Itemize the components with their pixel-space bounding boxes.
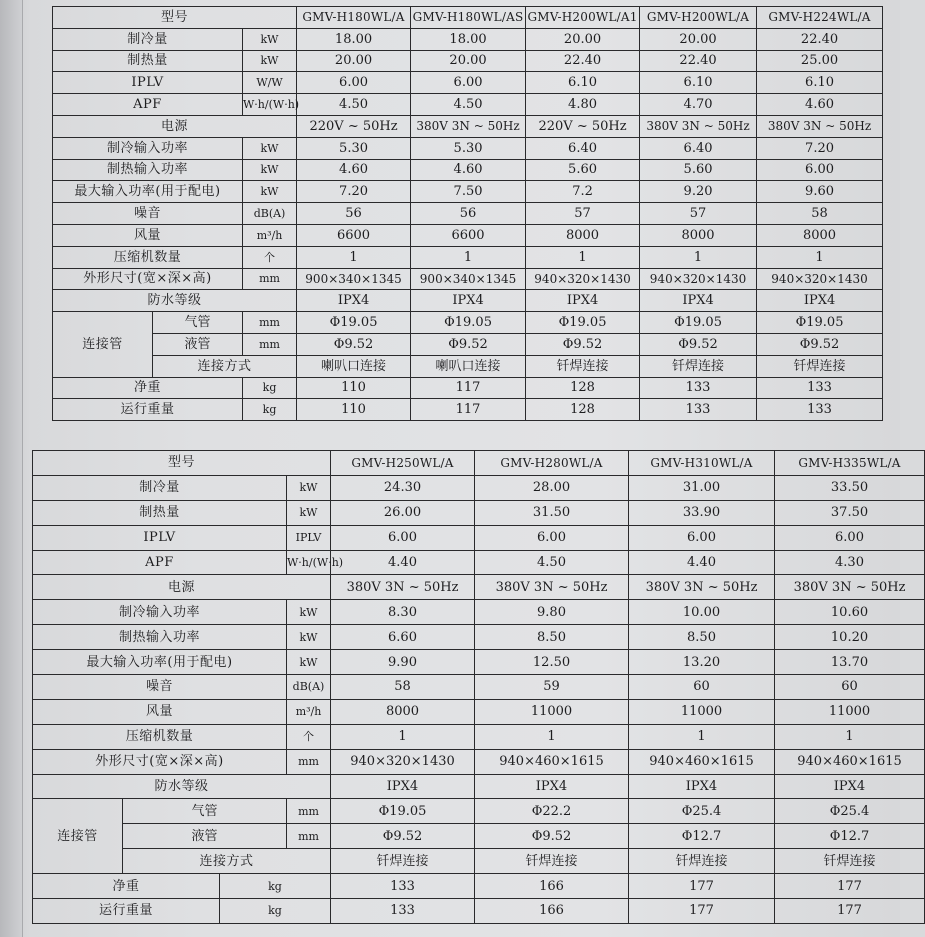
row-unit: kW [287, 600, 331, 625]
value-cell: 110 [297, 377, 411, 399]
value-cell: 4.60 [757, 94, 883, 116]
row-label: 制冷输入功率 [53, 137, 243, 159]
value-cell: 133 [331, 899, 475, 924]
value-cell: IPX4 [297, 290, 411, 312]
row-unit: kg [243, 377, 297, 399]
value-cell: 10.60 [775, 600, 925, 625]
value-cell: 166 [475, 899, 629, 924]
row-label: IPLV [33, 525, 287, 550]
value-cell: 9.80 [475, 600, 629, 625]
value-cell: 24.30 [331, 475, 475, 500]
value-cell: 177 [629, 899, 775, 924]
row-label: 制热输入功率 [33, 625, 287, 650]
value-cell: 900×340×1345 [411, 268, 526, 290]
value-cell: 钎焊连接 [526, 355, 640, 377]
value-cell: 20.00 [411, 50, 526, 72]
model-name: GMV-H250WL/A [331, 451, 475, 476]
value-cell: 8000 [640, 224, 757, 246]
value-cell: 128 [526, 377, 640, 399]
value-cell: 133 [331, 874, 475, 899]
value-cell: 28.00 [475, 475, 629, 500]
value-cell: 31.50 [475, 500, 629, 525]
row-label: 最大输入功率(用于配电) [53, 181, 243, 203]
value-cell: 220V ~ 50Hz [526, 115, 640, 137]
model-header-label: 型号 [53, 7, 297, 29]
op-weight-row [53, 399, 883, 421]
value-cell: 钎焊连接 [331, 849, 475, 874]
header-row [33, 451, 925, 476]
value-cell: 22.40 [526, 50, 640, 72]
connection-method-label: 连接方式 [123, 849, 331, 874]
value-cell: 9.90 [331, 650, 475, 675]
value-cell: Φ9.52 [331, 824, 475, 849]
row-unit: kg [243, 399, 297, 421]
value-cell: 57 [640, 203, 757, 225]
value-cell: 25.00 [757, 50, 883, 72]
pipe-liquid-row [53, 333, 883, 355]
value-cell: 6.00 [475, 525, 629, 550]
value-cell: 4.60 [297, 159, 411, 181]
value-cell: Φ19.05 [331, 799, 475, 824]
value-cell: Φ19.05 [640, 312, 757, 334]
value-cell: 10.20 [775, 625, 925, 650]
spec-row [53, 246, 883, 268]
pipe-gas-row [53, 312, 883, 334]
value-cell: 6.10 [640, 72, 757, 94]
row-label: 制热量 [33, 500, 287, 525]
value-cell: 133 [757, 377, 883, 399]
row-label: 制冷量 [33, 475, 287, 500]
value-cell: Φ19.05 [297, 312, 411, 334]
value-cell: 133 [640, 377, 757, 399]
gas-pipe-label: 气管 [123, 799, 287, 824]
value-cell: 5.60 [640, 159, 757, 181]
spec-row [53, 203, 883, 225]
value-cell: 6.00 [297, 72, 411, 94]
value-cell: 1 [297, 246, 411, 268]
spec-row [33, 525, 925, 550]
spec-row [33, 500, 925, 525]
pipe-gas-row [33, 799, 925, 824]
spec-row [53, 137, 883, 159]
model-name: GMV-H180WL/AS [411, 7, 526, 29]
value-cell: 177 [629, 874, 775, 899]
spec-row [53, 94, 883, 116]
value-cell: 钎焊连接 [629, 849, 775, 874]
row-unit: dB(A) [287, 675, 331, 700]
pipe-method-row [53, 355, 883, 377]
value-cell: 177 [775, 899, 925, 924]
value-cell: 26.00 [331, 500, 475, 525]
value-cell: Φ19.05 [411, 312, 526, 334]
value-cell: Φ9.52 [526, 333, 640, 355]
row-label: 压缩机数量 [33, 724, 287, 749]
value-cell: Φ19.05 [526, 312, 640, 334]
row-unit: 个 [243, 246, 297, 268]
row-label: 最大输入功率(用于配电) [33, 650, 287, 675]
row-unit: kW [243, 181, 297, 203]
value-cell: 喇叭口连接 [297, 355, 411, 377]
row-label: 制热量 [53, 50, 243, 72]
spec-row [33, 774, 925, 799]
model-header-label: 型号 [33, 451, 331, 476]
value-cell: 4.30 [775, 550, 925, 575]
spec-row [53, 224, 883, 246]
spec-row [33, 575, 925, 600]
row-label: APF [53, 94, 243, 116]
row-unit: kW [243, 28, 297, 50]
row-unit: m³/h [287, 699, 331, 724]
value-cell: 33.90 [629, 500, 775, 525]
value-cell: 117 [411, 399, 526, 421]
value-cell: 钎焊连接 [475, 849, 629, 874]
value-cell: Φ12.7 [775, 824, 925, 849]
row-unit: mm [243, 268, 297, 290]
value-cell: 9.60 [757, 181, 883, 203]
value-cell: 1 [775, 724, 925, 749]
header-row [53, 7, 883, 29]
value-cell: 6.00 [775, 525, 925, 550]
liquid-pipe-unit: mm [287, 824, 331, 849]
value-cell: 5.30 [297, 137, 411, 159]
value-cell: 22.40 [757, 28, 883, 50]
value-cell: Φ19.05 [757, 312, 883, 334]
value-cell: 380V 3N ~ 50Hz [629, 575, 775, 600]
value-cell: 940×320×1430 [757, 268, 883, 290]
value-cell: 6.40 [640, 137, 757, 159]
model-name: GMV-H310WL/A [629, 451, 775, 476]
model-name: GMV-H224WL/A [757, 7, 883, 29]
value-cell: 380V 3N ~ 50Hz [475, 575, 629, 600]
value-cell: 33.50 [775, 475, 925, 500]
value-cell: 18.00 [411, 28, 526, 50]
value-cell: 7.20 [757, 137, 883, 159]
value-cell: 1 [526, 246, 640, 268]
value-cell: 940×320×1430 [331, 749, 475, 774]
value-cell: 11000 [775, 699, 925, 724]
value-cell: IPX4 [757, 290, 883, 312]
row-unit: kW [243, 50, 297, 72]
value-cell: 380V 3N ~ 50Hz [757, 115, 883, 137]
row-unit: mm [287, 749, 331, 774]
value-cell: 18.00 [297, 28, 411, 50]
value-cell: 4.70 [640, 94, 757, 116]
value-cell: Φ9.52 [640, 333, 757, 355]
value-cell: IPX4 [411, 290, 526, 312]
row-unit: kg [220, 899, 331, 924]
value-cell: 钎焊连接 [640, 355, 757, 377]
value-cell: 940×320×1430 [640, 268, 757, 290]
value-cell: 220V ~ 50Hz [297, 115, 411, 137]
spec-row [33, 600, 925, 625]
value-cell: 59 [475, 675, 629, 700]
value-cell: 12.50 [475, 650, 629, 675]
row-label: APF [33, 550, 287, 575]
spec-row [53, 268, 883, 290]
value-cell: 56 [411, 203, 526, 225]
value-cell: 13.20 [629, 650, 775, 675]
value-cell: Φ9.52 [475, 824, 629, 849]
row-label: 压缩机数量 [53, 246, 243, 268]
row-label: 运行重量 [53, 399, 243, 421]
op-weight-row [33, 899, 925, 924]
spec-row [53, 28, 883, 50]
value-cell: 6.00 [629, 525, 775, 550]
spec-row [53, 290, 883, 312]
value-cell: 钎焊连接 [757, 355, 883, 377]
row-label: 噪音 [33, 675, 287, 700]
value-cell: Φ9.52 [297, 333, 411, 355]
value-cell: 37.50 [775, 500, 925, 525]
spec-table-2 [32, 450, 925, 924]
value-cell: 6600 [411, 224, 526, 246]
value-cell: 4.60 [411, 159, 526, 181]
value-cell: 4.40 [331, 550, 475, 575]
value-cell: 1 [629, 724, 775, 749]
row-unit: m³/h [243, 224, 297, 246]
row-label: 电源 [33, 575, 331, 600]
row-label: 风量 [33, 699, 287, 724]
spec-row [33, 724, 925, 749]
row-label: 风量 [53, 224, 243, 246]
value-cell: 8.50 [629, 625, 775, 650]
model-name: GMV-H200WL/A1 [526, 7, 640, 29]
row-label: 防水等级 [53, 290, 297, 312]
spec-row [33, 625, 925, 650]
value-cell: IPX4 [640, 290, 757, 312]
gas-pipe-unit: mm [287, 799, 331, 824]
row-label: 外形尺寸(宽×深×高) [53, 268, 243, 290]
value-cell: 6.00 [411, 72, 526, 94]
value-cell: 钎焊连接 [775, 849, 925, 874]
row-unit: IPLV [287, 525, 331, 550]
value-cell: 4.40 [629, 550, 775, 575]
value-cell: Φ22.2 [475, 799, 629, 824]
gas-pipe-label: 气管 [153, 312, 243, 334]
value-cell: 940×460×1615 [775, 749, 925, 774]
row-unit: W·h/(W·h) [287, 550, 331, 575]
value-cell: 8000 [331, 699, 475, 724]
value-cell: 380V 3N ~ 50Hz [411, 115, 526, 137]
value-cell: 1 [757, 246, 883, 268]
value-cell: 8000 [757, 224, 883, 246]
value-cell: 380V 3N ~ 50Hz [775, 575, 925, 600]
row-label: 净重 [53, 377, 243, 399]
net-weight-row [33, 874, 925, 899]
row-label: 运行重量 [33, 899, 220, 924]
value-cell: 7.20 [297, 181, 411, 203]
value-cell: 4.50 [411, 94, 526, 116]
spec-row [33, 675, 925, 700]
value-cell: 4.50 [475, 550, 629, 575]
row-unit: kW [287, 625, 331, 650]
value-cell: 6.40 [526, 137, 640, 159]
value-cell: 6.10 [526, 72, 640, 94]
row-unit: W/W [243, 72, 297, 94]
row-label: 噪音 [53, 203, 243, 225]
value-cell: 900×340×1345 [297, 268, 411, 290]
value-cell: 4.80 [526, 94, 640, 116]
value-cell: IPX4 [775, 774, 925, 799]
value-cell: 133 [757, 399, 883, 421]
value-cell: 6.60 [331, 625, 475, 650]
value-cell: 6.00 [331, 525, 475, 550]
spec-row [33, 650, 925, 675]
row-unit: 个 [287, 724, 331, 749]
value-cell: 8.50 [475, 625, 629, 650]
value-cell: Φ9.52 [411, 333, 526, 355]
value-cell: 58 [331, 675, 475, 700]
value-cell: 940×320×1430 [526, 268, 640, 290]
value-cell: 5.60 [526, 159, 640, 181]
connection-method-label: 连接方式 [153, 355, 297, 377]
value-cell: 1 [640, 246, 757, 268]
value-cell: IPX4 [629, 774, 775, 799]
value-cell: 940×460×1615 [629, 749, 775, 774]
spec-table-1 [52, 6, 883, 421]
value-cell: 1 [331, 724, 475, 749]
value-cell: 5.30 [411, 137, 526, 159]
pipe-method-row [33, 849, 925, 874]
value-cell: 60 [629, 675, 775, 700]
liquid-pipe-label: 液管 [153, 333, 243, 355]
model-name: GMV-H335WL/A [775, 451, 925, 476]
value-cell: 940×460×1615 [475, 749, 629, 774]
value-cell: 8.30 [331, 600, 475, 625]
value-cell: 22.40 [640, 50, 757, 72]
liquid-pipe-unit: mm [243, 333, 297, 355]
value-cell: 58 [757, 203, 883, 225]
row-unit: dB(A) [243, 203, 297, 225]
value-cell: 57 [526, 203, 640, 225]
value-cell: 177 [775, 874, 925, 899]
pipe-group-label: 连接管 [53, 312, 153, 377]
value-cell: 56 [297, 203, 411, 225]
row-unit: kW [287, 650, 331, 675]
spec-row [53, 72, 883, 94]
value-cell: IPX4 [526, 290, 640, 312]
value-cell: 4.50 [297, 94, 411, 116]
spec-row [33, 550, 925, 575]
row-unit: kg [220, 874, 331, 899]
value-cell: 110 [297, 399, 411, 421]
page-binding-edge [0, 0, 23, 937]
value-cell: 166 [475, 874, 629, 899]
row-unit: kW [287, 500, 331, 525]
value-cell: 7.50 [411, 181, 526, 203]
value-cell: 31.00 [629, 475, 775, 500]
value-cell: 9.20 [640, 181, 757, 203]
value-cell: 128 [526, 399, 640, 421]
spec-row [33, 699, 925, 724]
row-label: 制冷输入功率 [33, 600, 287, 625]
value-cell: 6.10 [757, 72, 883, 94]
value-cell: 20.00 [297, 50, 411, 72]
value-cell: 10.00 [629, 600, 775, 625]
row-unit: kW [243, 137, 297, 159]
value-cell: 380V 3N ~ 50Hz [331, 575, 475, 600]
value-cell: Φ12.7 [629, 824, 775, 849]
pipe-group-label: 连接管 [33, 799, 123, 874]
value-cell: Φ9.52 [757, 333, 883, 355]
spec-row [53, 181, 883, 203]
spec-row [53, 159, 883, 181]
value-cell: 11000 [475, 699, 629, 724]
spec-row [33, 749, 925, 774]
model-name: GMV-H200WL/A [640, 7, 757, 29]
spec-row [53, 115, 883, 137]
value-cell: 7.2 [526, 181, 640, 203]
model-name: GMV-H180WL/A [297, 7, 411, 29]
value-cell: 117 [411, 377, 526, 399]
spec-row [53, 50, 883, 72]
row-label: 净重 [33, 874, 220, 899]
value-cell: 喇叭口连接 [411, 355, 526, 377]
row-label: 外形尺寸(宽×深×高) [33, 749, 287, 774]
value-cell: 6600 [297, 224, 411, 246]
value-cell: Φ25.4 [629, 799, 775, 824]
value-cell: 20.00 [526, 28, 640, 50]
row-unit: kW [287, 475, 331, 500]
value-cell: 133 [640, 399, 757, 421]
net-weight-row [53, 377, 883, 399]
value-cell: 1 [475, 724, 629, 749]
value-cell: IPX4 [331, 774, 475, 799]
value-cell: 11000 [629, 699, 775, 724]
value-cell: 6.00 [757, 159, 883, 181]
row-unit: W·h/(W·h) [243, 94, 297, 116]
model-name: GMV-H280WL/A [475, 451, 629, 476]
gas-pipe-unit: mm [243, 312, 297, 334]
value-cell: 20.00 [640, 28, 757, 50]
row-label: 防水等级 [33, 774, 331, 799]
row-label: IPLV [53, 72, 243, 94]
pipe-liquid-row [33, 824, 925, 849]
value-cell: 60 [775, 675, 925, 700]
spec-row [33, 475, 925, 500]
row-unit: kW [243, 159, 297, 181]
value-cell: 13.70 [775, 650, 925, 675]
row-label: 制热输入功率 [53, 159, 243, 181]
value-cell: 8000 [526, 224, 640, 246]
value-cell: 380V 3N ~ 50Hz [640, 115, 757, 137]
row-label: 电源 [53, 115, 297, 137]
value-cell: Φ25.4 [775, 799, 925, 824]
liquid-pipe-label: 液管 [123, 824, 287, 849]
value-cell: 1 [411, 246, 526, 268]
row-label: 制冷量 [53, 28, 243, 50]
value-cell: IPX4 [475, 774, 629, 799]
